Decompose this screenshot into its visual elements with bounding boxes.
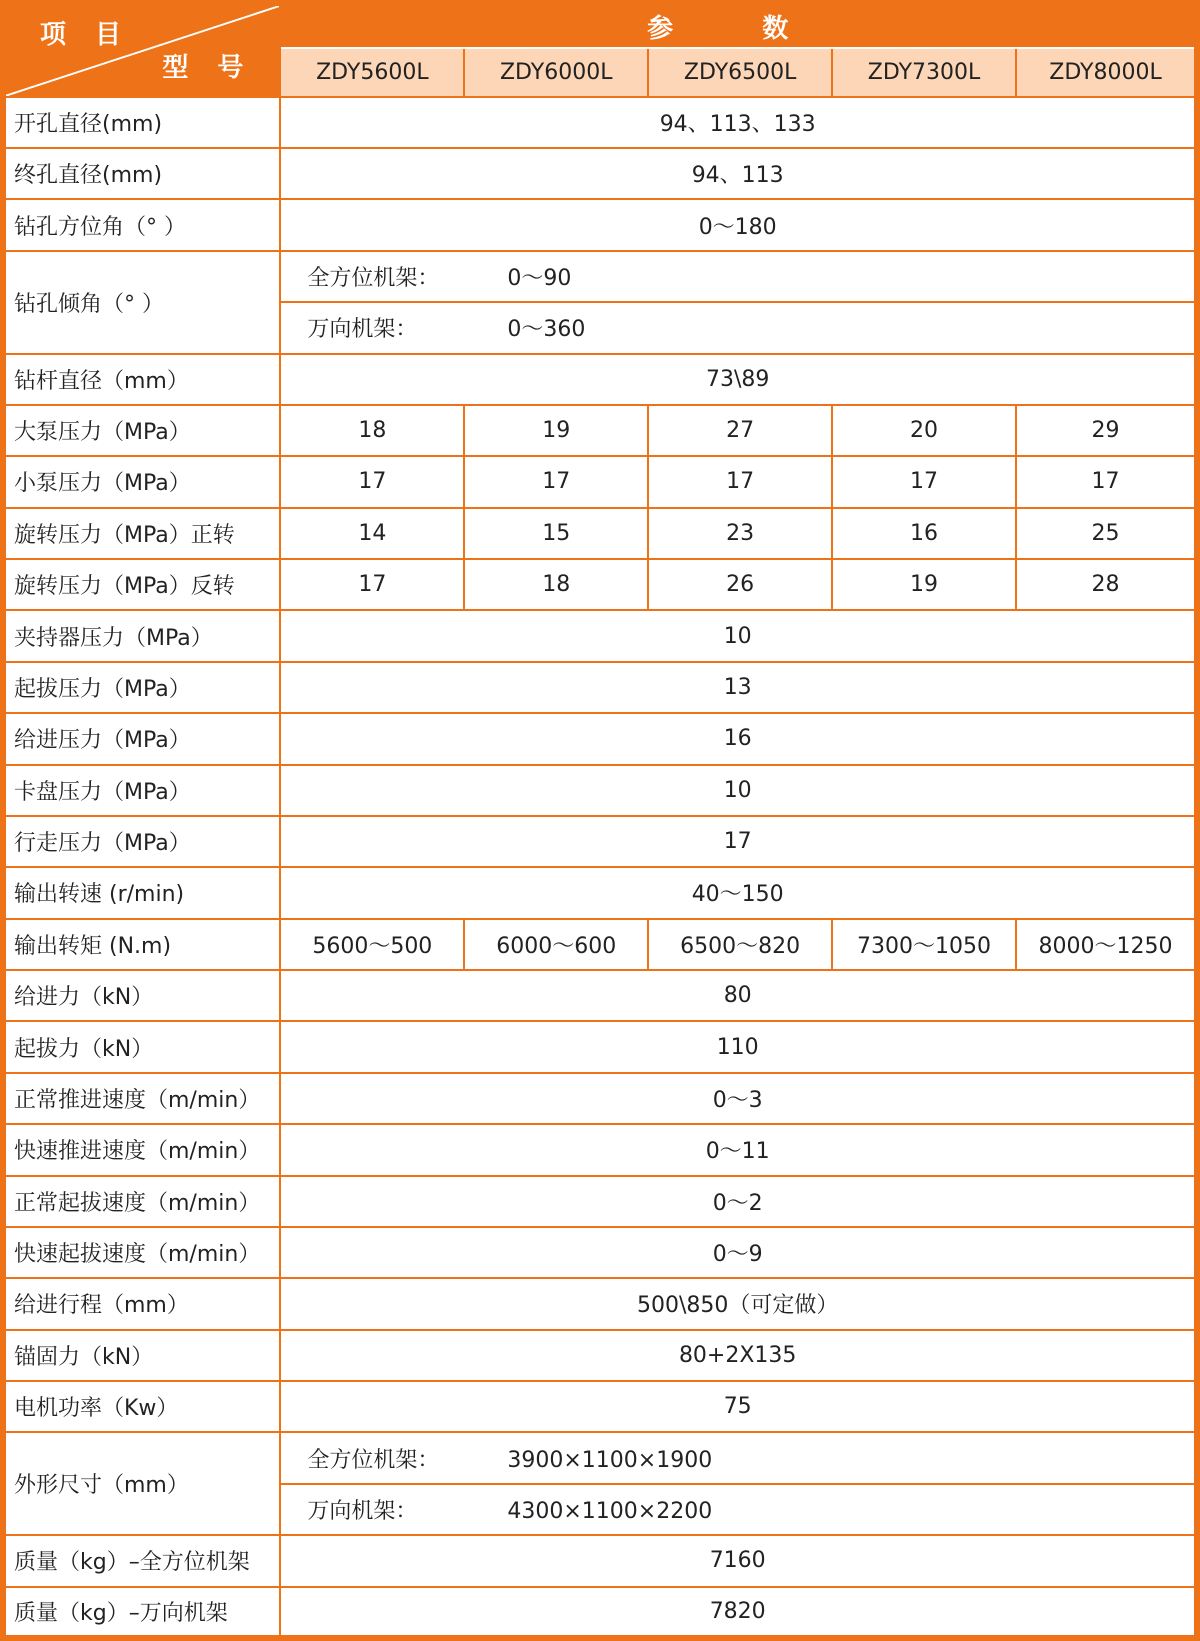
sub-value: 0～360 <box>507 317 586 343</box>
row-value: 13 <box>280 662 1197 713</box>
spec-row-anchoring-force <box>3 1330 1197 1381</box>
row-label: 外形尺寸（mm） <box>3 1432 280 1535</box>
row-value: 0～180 <box>280 199 1197 250</box>
row-value: 28 <box>1016 559 1197 610</box>
row-value: 18 <box>280 405 464 456</box>
sub-value: 3900×1100×1900 <box>507 1447 713 1473</box>
row-value: 6500～820 <box>648 919 832 970</box>
row-label: 夹持器压力（MPa） <box>3 610 280 661</box>
spec-row-big-pump <box>3 405 1197 456</box>
row-label: 钻孔方位角（° ） <box>3 199 280 250</box>
sub-label: 全方位机架： <box>307 265 440 291</box>
row-label: 起拔压力（MPa） <box>3 662 280 713</box>
spec-row-feed-stroke <box>3 1278 1197 1329</box>
header-corner-cell <box>3 3 280 97</box>
row-label: 快速起拔速度（m/min） <box>3 1227 280 1278</box>
row-value: 0～3 <box>280 1073 1197 1124</box>
row-value: 17 <box>832 456 1016 507</box>
row-label: 给进行程（mm） <box>3 1278 280 1329</box>
row-value: 25 <box>1016 508 1197 559</box>
row-value: 19 <box>832 559 1016 610</box>
row-value: 0～9 <box>280 1227 1197 1278</box>
spec-row-motor-power <box>3 1381 1197 1432</box>
row-value: 80 <box>280 970 1197 1021</box>
spec-row-inclination <box>3 251 1197 302</box>
row-value: 8000～1250 <box>1016 919 1197 970</box>
params-header: 参 数 <box>280 3 1197 48</box>
spec-row-pullout-pressure <box>3 662 1197 713</box>
row-value: 110 <box>280 1021 1197 1072</box>
model-header: ZDY5600L <box>280 48 464 96</box>
row-value: 19 <box>464 405 648 456</box>
spec-row-rotation-forward <box>3 508 1197 559</box>
sub-value: 4300×1100×2200 <box>507 1498 713 1524</box>
row-label: 电机功率（Kw） <box>3 1381 280 1432</box>
row-value: 0～2 <box>280 1176 1197 1227</box>
row-value: 10 <box>280 765 1197 816</box>
row-value: 6000～600 <box>464 919 648 970</box>
row-value: 18 <box>464 559 648 610</box>
row-value: 26 <box>648 559 832 610</box>
row-label: 给进力（kN） <box>3 970 280 1021</box>
spec-row-opening-diameter <box>3 97 1197 148</box>
sub-row <box>280 1432 1197 1483</box>
row-value: 23 <box>648 508 832 559</box>
row-value: 17 <box>280 456 464 507</box>
row-value: 40～150 <box>280 867 1197 918</box>
row-label: 旋转压力（MPa）正转 <box>3 508 280 559</box>
spec-row-final-diameter <box>3 148 1197 199</box>
spec-row-rod-diameter <box>3 354 1197 405</box>
row-label: 输出转矩 (N.m) <box>3 919 280 970</box>
spec-row-output-speed <box>3 867 1197 918</box>
model-label: 型 号 <box>162 52 254 83</box>
row-value: 7160 <box>280 1535 1197 1586</box>
spec-row-small-pump <box>3 456 1197 507</box>
row-label: 正常起拔速度（m/min） <box>3 1176 280 1227</box>
row-value: 94、113 <box>280 148 1197 199</box>
row-value: 17 <box>280 816 1197 867</box>
row-value: 500\850（可定做） <box>280 1278 1197 1329</box>
item-label: 项 目 <box>40 20 132 50</box>
row-value: 16 <box>832 508 1016 559</box>
spec-row-rotation-reverse <box>3 559 1197 610</box>
row-value: 0～11 <box>280 1124 1197 1175</box>
sub-label: 万向机架： <box>307 1498 418 1524</box>
sub-value: 0～90 <box>507 265 572 291</box>
row-label: 锚固力（kN） <box>3 1330 280 1381</box>
spec-row-travel-pressure <box>3 816 1197 867</box>
row-label: 大泵压力（MPa） <box>3 405 280 456</box>
row-value: 10 <box>280 610 1197 661</box>
row-value: 73\89 <box>280 354 1197 405</box>
row-value: 80+2X135 <box>280 1330 1197 1381</box>
row-value: 17 <box>1016 456 1197 507</box>
row-label: 正常推进速度（m/min） <box>3 1073 280 1124</box>
row-label: 终孔直径(mm) <box>3 148 280 199</box>
row-value: 7300～1050 <box>832 919 1016 970</box>
model-header: ZDY8000L <box>1016 48 1197 96</box>
row-value: 20 <box>832 405 1016 456</box>
row-label: 快速推进速度（m/min） <box>3 1124 280 1175</box>
spec-row-feed-force <box>3 970 1197 1021</box>
spec-row-normal-pullout-speed <box>3 1176 1197 1227</box>
row-label: 开孔直径(mm) <box>3 97 280 148</box>
spec-row-azimuth <box>3 199 1197 250</box>
row-value: 94、113、133 <box>280 97 1197 148</box>
header-row <box>3 3 1197 48</box>
row-value: 75 <box>280 1381 1197 1432</box>
model-header: ZDY7300L <box>832 48 1016 96</box>
model-header: ZDY6500L <box>648 48 832 96</box>
row-value: 17 <box>280 559 464 610</box>
row-label: 钻杆直径（mm） <box>3 354 280 405</box>
sub-label: 全方位机架： <box>307 1447 440 1473</box>
spec-row-output-torque <box>3 919 1197 970</box>
row-value: 15 <box>464 508 648 559</box>
row-value: 17 <box>648 456 832 507</box>
spec-row-pullout-force <box>3 1021 1197 1072</box>
row-value: 5600～500 <box>280 919 464 970</box>
row-label: 质量（kg）–全方位机架 <box>3 1535 280 1586</box>
row-label: 行走压力（MPa） <box>3 816 280 867</box>
sub-row <box>280 302 1197 353</box>
sub-row <box>280 1484 1197 1535</box>
spec-row-fast-advance-speed <box>3 1124 1197 1175</box>
model-header: ZDY6000L <box>464 48 648 96</box>
spec-row-mass-omni <box>3 1535 1197 1586</box>
row-label: 旋转压力（MPa）反转 <box>3 559 280 610</box>
row-value: 16 <box>280 713 1197 764</box>
row-value: 14 <box>280 508 464 559</box>
spec-row-chuck-pressure <box>3 765 1197 816</box>
row-value: 29 <box>1016 405 1197 456</box>
spec-row-feed-pressure <box>3 713 1197 764</box>
spec-row-normal-advance-speed <box>3 1073 1197 1124</box>
row-label: 钻孔倾角（° ） <box>3 251 280 354</box>
row-label: 质量（kg）–万向机架 <box>3 1587 280 1638</box>
row-label: 卡盘压力（MPa） <box>3 765 280 816</box>
row-label: 给进压力（MPa） <box>3 713 280 764</box>
spec-row-holder-pressure <box>3 610 1197 661</box>
row-label: 小泵压力（MPa） <box>3 456 280 507</box>
row-label: 起拔力（kN） <box>3 1021 280 1072</box>
row-label: 输出转速 (r/min) <box>3 867 280 918</box>
row-value: 17 <box>464 456 648 507</box>
row-value: 7820 <box>280 1587 1197 1638</box>
sub-row <box>280 251 1197 302</box>
spec-row-fast-pullout-speed <box>3 1227 1197 1278</box>
spec-row-mass-universal <box>3 1587 1197 1638</box>
sub-label: 万向机架： <box>307 317 418 343</box>
row-value: 27 <box>648 405 832 456</box>
spec-row-dimensions <box>3 1432 1197 1483</box>
